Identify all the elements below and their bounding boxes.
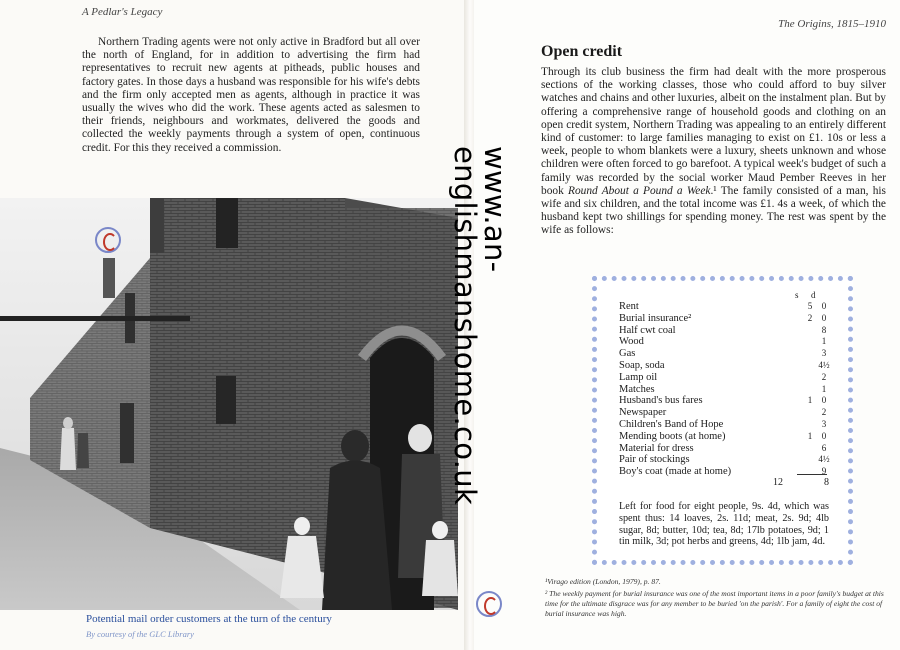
budget-row — [619, 454, 831, 466]
budget-item-label: Lamp oil — [619, 371, 658, 383]
budget-row — [619, 372, 831, 384]
budget-item-pence: 0 — [821, 312, 827, 323]
budget-item-shillings — [803, 454, 817, 466]
budget-item-shillings — [803, 360, 817, 372]
budget-item-pence: 4½ — [818, 359, 830, 370]
budget-row — [619, 419, 831, 431]
budget-item-shillings — [803, 325, 817, 337]
budget-item-pence: 1 — [821, 336, 827, 347]
budget-item-pence: 9 — [821, 466, 827, 477]
budget-item-label: Gas — [619, 348, 636, 360]
budget-item-label: Burial insurance² — [619, 312, 692, 324]
budget-item-pence: 0 — [821, 430, 827, 441]
running-head-right: The Origins, 1815–1910 — [778, 18, 886, 30]
book-title: Round About a Pound a Week — [567, 184, 711, 197]
site-logo-icon — [95, 227, 121, 253]
left-body-text — [82, 36, 420, 155]
budget-item-shillings — [803, 372, 817, 384]
budget-row — [619, 336, 831, 348]
website-watermark: www.an-englishmanshome.co.uk — [448, 146, 512, 506]
budget-item-shillings: 2 — [807, 312, 813, 323]
total-rule — [797, 474, 827, 475]
budget-row — [619, 348, 831, 360]
street-photograph — [0, 198, 458, 610]
paragraph-part-2: .¹ The family consisted of a man, his wife and six children, and the total income was £1. 4s a week, of which the husband kept two shillings for spending money. The rest was spent by the wife as follows: — [541, 184, 886, 237]
budget-item-label: Material for dress — [619, 442, 694, 454]
budget-row — [619, 395, 831, 407]
budget-item-label: Newspaper — [619, 407, 667, 419]
budget-row — [619, 313, 831, 325]
photo-drawing — [0, 198, 458, 610]
budget-item-label: Wood — [619, 336, 644, 348]
paragraph-part-1: Through its club business the firm had dealt with the more prosperous sections of the working classes, those who could afford to buy silver watches and chains and other luxuries, albeit on the instalment plan. But by offering a comprehensive range of household goods and clothing on an open credit system, Northern Trading was appealing to an entirely different kind of customer: to large families managing to exist on £1. 10s or less a week, people to whom blankets were a luxury, sheets unknown and whose children were often forced to go barefoot. A typical week's budget of such a family was recorded by the social worker Maud Pember Reeves in her book — [541, 66, 886, 197]
open-credit-paragraph — [541, 66, 886, 238]
section-title: Open credit — [541, 43, 623, 60]
total-shillings: 12 — [773, 477, 783, 488]
budget-row — [619, 431, 831, 443]
photo-credit: By courtesy of the GLC Library — [86, 629, 194, 639]
budget-item-label: Rent — [619, 301, 639, 312]
budget-row — [619, 384, 831, 396]
budget-item-label: Matches — [619, 383, 655, 395]
budget-item-pence: 3 — [821, 348, 827, 359]
total-pence: 8 — [824, 477, 829, 488]
budget-item-label: Mending boots (at home) — [619, 430, 726, 442]
pence-column-header: d — [811, 290, 816, 300]
budget-item-pence: 0 — [821, 395, 827, 406]
budget-row — [619, 407, 831, 419]
budget-item-label: Children's Band of Hope — [619, 418, 724, 430]
agents-paragraph: Northern Trading agents were not only active in Bradford but all over the north of England, for in addition to advertising the firm had representatives to recruit new agents at pitheads, public houses and factory gates. In those days a husband was responsible for his wife's debts and the firm only accepted men as agents, although in practice it was usually the wives who did the work. These agents acted as salesmen to their friends, neighbours and workmates, delivered the goods and collected the weekly payments through a system of open, continuous credit. For this they received a commission. — [82, 36, 420, 154]
shillings-column-header: s — [795, 290, 799, 300]
food-note: Left for food for eight people, 9s. 4d, which was spent thus: 14 loaves, 2s. 11d; meat, 2s. 9d; 4lb sugar, 8d; butter, 10d; tea, 8d; 17lb potatoes, 9d; 1 tin milk, 3d; pot herbs and greens, 4d; 1lb jam, 4d. — [619, 501, 829, 548]
budget-list — [619, 301, 831, 478]
budget-item-shillings — [803, 407, 817, 419]
budget-item-shillings: 5 — [807, 301, 813, 311]
photo-caption: Potential mail order customers at the turn of the century — [86, 613, 332, 625]
budget-item-shillings — [803, 336, 817, 348]
budget-item-label: Husband's bus fares — [619, 395, 703, 407]
budget-item-pence: 0 — [821, 301, 827, 311]
budget-item-pence: 1 — [821, 383, 827, 394]
budget-item-label: Boy's coat (made at home) — [619, 466, 732, 478]
budget-row — [619, 301, 831, 313]
footnote-1: ¹Virago edition (London, 1979), p. 87. — [545, 577, 661, 586]
site-logo-icon — [476, 591, 502, 617]
budget-item-shillings — [803, 443, 817, 455]
budget-item-pence: 2 — [821, 371, 827, 382]
budget-item-pence: 6 — [821, 442, 827, 453]
budget-item-shillings — [803, 384, 817, 396]
budget-item-shillings — [803, 348, 817, 360]
budget-item-pence: 2 — [821, 407, 827, 418]
budget-item-label: Pair of stockings — [619, 454, 690, 466]
budget-item-shillings — [803, 419, 817, 431]
budget-item-label: Soap, soda — [619, 359, 665, 371]
budget-item-pence: 8 — [821, 324, 827, 335]
weekly-budget-box — [592, 276, 853, 565]
footnote-2: ² The weekly payment for burial insurance was one of the most important items in a poor family's budget at this time for the ultimate disgrace was for any member to be buried 'on the parish'. For a family of eight the cost of burial insurance was high. — [545, 589, 884, 618]
budget-item-pence: 4½ — [818, 454, 830, 465]
budget-row — [619, 443, 831, 455]
budget-total — [773, 477, 829, 488]
budget-item-pence: 3 — [821, 418, 827, 429]
running-head-left: A Pedlar's Legacy — [82, 6, 163, 18]
budget-row — [619, 360, 831, 372]
right-body-text — [541, 66, 886, 238]
budget-item-label: Half cwt coal — [619, 324, 676, 336]
budget-item-shillings: 1 — [807, 395, 813, 406]
budget-row — [619, 325, 831, 337]
budget-item-shillings: 1 — [807, 430, 813, 441]
